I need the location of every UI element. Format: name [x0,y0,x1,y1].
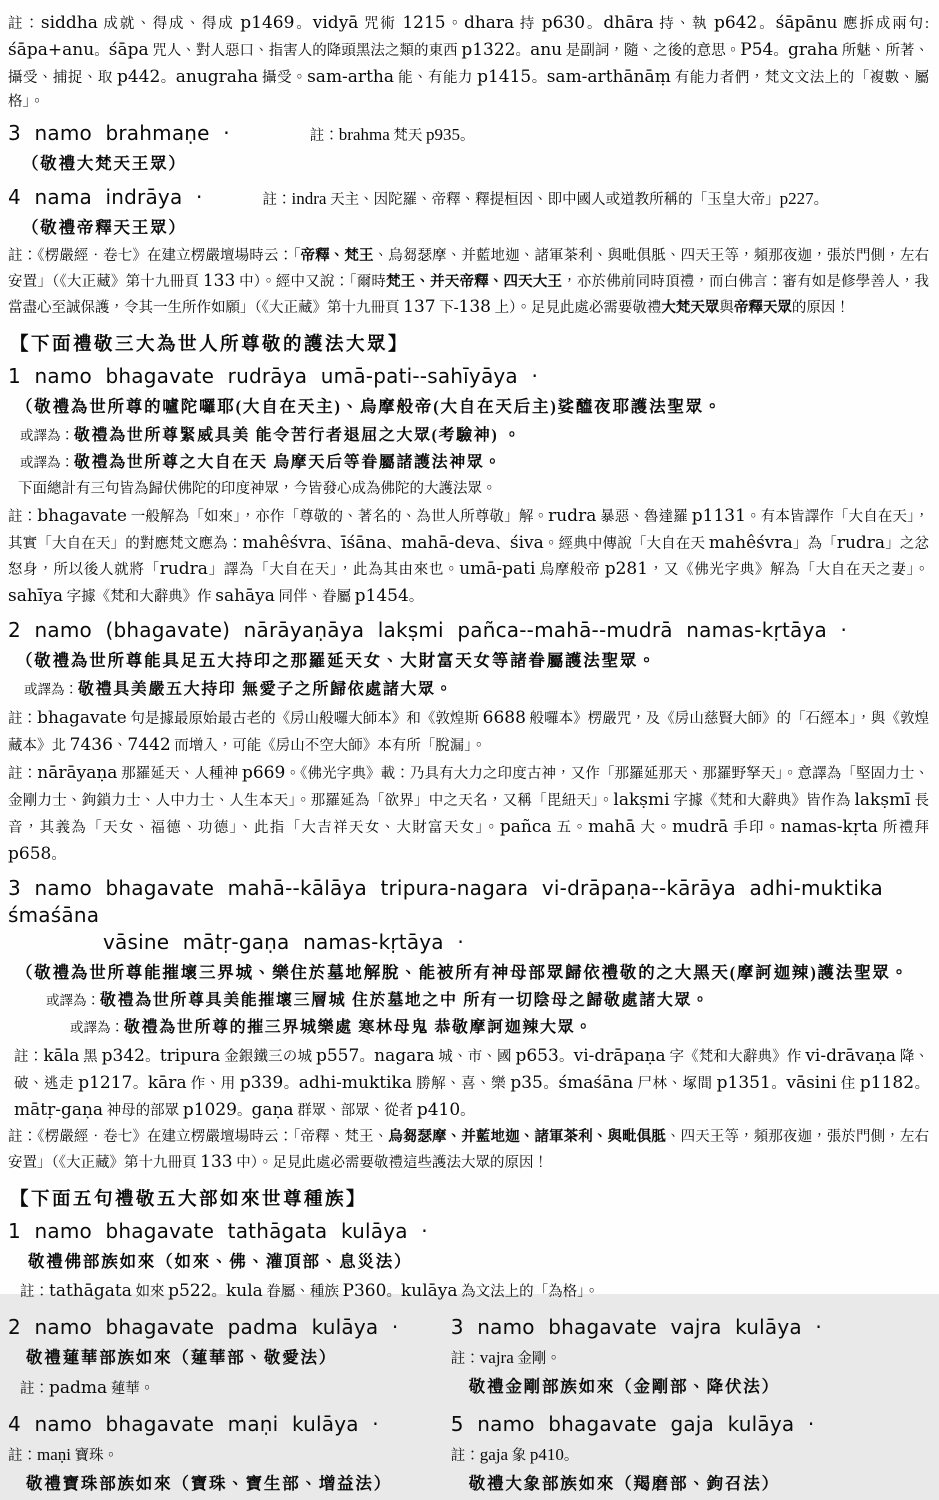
sanskrit-entry [451,1411,929,1467]
alt-text: 敬禮為世所尊具美能摧壞三層城 住於墓地之中 所有一切陰母之歸敬處諸大眾。 [100,992,710,1010]
sanskrit-term: p557 [315,1046,360,1067]
sanskrit-text: 3 namo bhagavate vajra kulāya · [450,1315,822,1340]
sanskrit-term: kulāya [400,1281,458,1302]
translation-line: （敬禮帝釋天王眾） [22,218,187,238]
alt-text: 敬禮為世所尊之大自在天 烏摩天后等眷屬諸護法神眾。 [74,453,503,471]
sanskrit-entry [451,1314,929,1370]
sanskrit-term: vāsini [786,1073,837,1094]
sanskrit-term: 6688 [482,707,526,728]
sanskrit-term: p522 [168,1281,212,1302]
sanskrit-term: adhi-muktika [298,1073,412,1094]
bold-text: 烏芻瑟摩、并藍地迦、諸軍茶利、與毗俱胝 [388,1129,666,1145]
sanskrit-text: 3 namo brahmaṇe · [8,121,230,146]
inline-note: 註：vajra 金剛。 [450,1348,561,1368]
alt-text: 敬禮為世所尊緊威具美 能令苦行者退屈之大眾(考驗神) 。 [74,426,522,444]
sanskrit-term: graha [787,39,839,60]
sanskrit-term: kāra [147,1073,187,1094]
sanskrit-term: p1217 [78,1073,133,1094]
sanskrit-term: nārāyaṇa [37,763,118,784]
sanskrit-text: 3 namo bhagavate mahā--kālāya tripura-nagara vi-drāpaṇa--kārāya adhi-muktika śmaśāna [8,875,883,927]
inline-note: 註：maṇi 寶珠。 [8,1444,119,1464]
sanskrit-term: 133 [200,1151,233,1172]
two-column-row [8,1404,929,1500]
sanskrit-term: p1182 [859,1073,915,1094]
sanskrit-term: sahāya [215,586,275,607]
sanskrit-term: p669 [241,763,286,784]
sanskrit-entry [8,1411,451,1467]
bold-text: 梵王、并天帝釋、四天大王 [386,273,563,290]
sanskrit-term: mahā-deva [401,532,496,553]
sanskrit-term: śāpānu [775,13,838,33]
alt-label: 或譯為： [20,454,74,470]
sanskrit-term: 1215 [402,13,446,33]
sanskrit-term: p281 [604,559,649,580]
sanskrit-term: rudra [548,505,597,526]
sanskrit-term: 7436 [69,734,113,755]
sanskrit-entry [8,1218,929,1245]
sanskrit-term: sam-artha [307,66,394,87]
sanskrit-term: śmaśāna [558,1073,634,1094]
sanskrit-term: sam-arthānāṃ [546,66,671,87]
sanskrit-term: 7442 [127,734,171,755]
sanskrit-text: 1 namo bhagavate tathāgata kulāya · [8,1218,428,1243]
sanskrit-term: vi-drāpaṇa [573,1046,666,1067]
column [8,1404,451,1500]
sanskrit-text: 2 namo (bhagavate) nārāyaṇāya lakṣmi pañca--mahā--mudrā namas-kṛtāya · [8,618,848,643]
sanskrit-term: śāpa [108,39,149,60]
sanskrit-term: vidyā [312,13,359,33]
sanskrit-term: pañca [499,817,552,838]
alt-translation-line [70,1016,929,1040]
translation-line: 敬禮大象部族如來（羯磨部、鉤召法） [468,1473,780,1493]
sanskrit-term: p658 [8,844,52,864]
alt-translation-line [46,989,929,1013]
sanskrit-term: bhagavate [37,505,127,526]
sanskrit-term: 138 [458,297,491,318]
sanskrit-term: mātṛ-gaṇa [14,1100,104,1121]
sanskrit-term: gaja [479,1444,509,1464]
sanskrit-term: lakṣmi [613,790,670,811]
sanskrit-text: 4 namo bhagavate maṇi kulāya · [8,1411,379,1436]
sanskrit-term: mahêśvra [242,532,327,553]
translation-line: （敬禮為世所尊的嚧陀囉耶(大自在天主)、烏摩般帝(大自在天后主)娑醯夜耶護法聖眾。 [16,397,723,417]
sanskrit-entry [8,875,929,956]
sanskrit-entry [8,1314,451,1341]
translation-line: 敬禮寶珠部族如來（寶珠、寶生部、增益法） [26,1473,392,1493]
sanskrit-term: dhāra [603,13,654,33]
note-paragraph: 註：nārāyaṇa 那羅延天、人種神 p669。《佛光字典》載：乃具有大力之印度古神，又作「那羅延那天、那羅野拏天」。意譯為「堅固力士、金剛力士、鉤鎖力士、人中力士、人生本天」。那羅延為「欲界」中之天名，又稱「毘紐天」。lakṣmi 字據《梵和大辭典》皆作為 lakṣmī 長音，其義為「天女、福德、功德」、此指「大吉祥天女、大財富天女」。pañca 五。mahā 大。mudrā 手印。namas-kṛta 所禮拜 p658。 [8,763,930,864]
bold-text: 帝釋、梵王 [300,247,374,264]
sanskrit-term: lakṣmī [854,790,911,811]
sanskrit-term: rudra [836,532,886,553]
sanskrit-term: maṇi [37,1444,71,1464]
sanskrit-term: p1322 [461,39,516,60]
sanskrit-term: gaṇa [251,1100,294,1121]
sanskrit-entry [8,617,929,644]
sanskrit-term: p342 [101,1046,145,1067]
sanskrit-term: p339 [239,1073,284,1094]
sanskrit-term: p1454 [354,586,409,607]
inline-note: 註：indra 天主、因陀羅、帝釋、釋提桓因、即中國人或道教所稱的「玉皇大帝」p227。 [262,189,829,209]
section-header: 【下面五句禮敬五大部如來世尊種族】 [10,1189,368,1210]
sanskrit-term: p935 [426,125,461,145]
sanskrit-term: p642 [713,13,758,33]
sanskrit-term: p1415 [477,66,532,87]
sanskrit-term: sahīya [8,586,63,607]
sanskrit-term: anu [530,39,563,60]
sanskrit-term: p410 [416,1100,461,1121]
inline-note: 註：brahma 梵天 p935。 [309,125,475,145]
alt-translation-line [24,678,929,702]
translation-line: （敬禮為世所尊能具足五大持印之那羅延天女、大財富天女等諸眷屬護法聖眾。 [16,651,657,671]
translation-line: （敬禮大梵天王眾） [22,154,187,174]
sanskrit-term: rudra [159,559,208,580]
sanskrit-term: mahā [588,817,636,838]
note-paragraph: 註：siddha 成就、得成、得成 p1469。vidyā 咒術 1215。dhara 持 p630。dhāra 持、執 p642。śāpānu 應拆成兩句: śāpa+anu。śāpa 咒人、對人惡口、指害人的降頭黑法之類的東西 p1322。anu 是副詞，隨、之後的意思。P54。graha 所魅、所著、攝受、捕捉、取 p442。anugraha 攝受。sam-artha 能、有能力 p1415。sam-arthānāṃ 有能力者們，梵文文法上的「複數、屬格」。 [8,13,930,110]
sanskrit-term: śiva [509,532,544,553]
sanskrit-term: śāpa+anu [8,39,95,60]
sanskrit-term: dhara [463,13,515,33]
alt-label: 或譯為： [70,1020,124,1036]
note-paragraph: 下面總計有三句皆為歸伏佛陀的印度神眾，今皆發心成為佛陀的大護法眾。 [18,480,497,497]
sanskrit-term: p1469 [240,13,295,33]
note-paragraph: 註：《楞嚴經‧卷七》在建立楞嚴壇場時云：「帝釋、梵王、烏芻瑟摩、并藍地迦、諸軍茶利、與毗俱胝、四天王等，頻那夜迦，張於門側，左右安置」（《大正藏》第十九冊頁 133 中）。經中又說：「爾時梵王、并天帝釋、四天大王，亦於佛前同時頂禮，而白佛言：審有如是修學善人，我當盡心至誠保護，令其一生所作如願」（《大正藏》第十九冊頁 137 下-138 上）。足見此處必需要敬禮大梵天眾與帝釋天眾的原因！ [8,247,930,318]
sanskrit-term: p442 [116,66,161,87]
sanskrit-term: brahma [338,125,390,145]
sanskrit-term: p410 [529,1444,564,1464]
sanskrit-term: kula [225,1281,263,1302]
section-header: 【下面禮敬三大為世人所尊敬的護法大眾】 [10,335,410,356]
alt-label: 或譯為： [20,427,74,443]
sanskrit-term: tripura [159,1046,221,1067]
sanskrit-term: īśāna [341,532,387,553]
sanskrit-term: p227 [779,189,814,209]
alt-translation-line [20,424,929,448]
sanskrit-term: p630 [541,13,586,33]
sanskrit-text: 4 nama indrāya · [8,185,203,210]
sanskrit-term: p1131 [691,505,746,526]
sanskrit-term: 137 [403,297,436,318]
alt-text: 敬禮具美嚴五大持印 無愛子之所歸依處諸大眾。 [78,680,454,698]
sanskrit-term: vajra [479,1348,514,1368]
sanskrit-term: mahêśvra [708,532,793,553]
note-paragraph: 註：padma 蓮華。 [20,1377,155,1398]
sanskrit-text: vāsine mātṛ-gaṇa namas-kṛtāya · [103,929,464,954]
sanskrit-entry [8,184,929,211]
sanskrit-term: umā-pati [459,559,536,580]
sanskrit-term: anugraha [175,66,259,87]
sanskrit-entry [8,120,929,147]
translation-line: 敬禮蓮華部族如來（蓮華部、敬愛法） [26,1348,338,1368]
note-paragraph: 註：bhagavate 句是據最原始最古老的《房山般囉大師本》和《敦煌斯 6688 般囉本》楞嚴咒，及《房山慈賢大師》的「石經本」，與《敦煌藏本》北 7436、7442 而增入，可能《房山不空大師》本有所「脫漏」。 [8,707,930,755]
sanskrit-term: siddha [40,13,98,33]
note-paragraph: 註：bhagavate 一般解為「如來」，亦作「尊敬的、著名的、為世人所尊敬」解。rudra 暴惡、魯達羅 p1131。有本皆譯作「大自在天」，其實「大自在天」的對應梵文應為：mahêśvra、īśāna、mahā-deva、śiva。經典中傳說「大自在天 mahêśvra」為「rudra」之忿怒身，所以後人就將「rudra」譯為「大自在天」，此為其由來也。umā-pati 烏摩般帝 p281，又《佛光字典》解為「大自在天之妻」。sahīya 字據《梵和大辭典》作 sahāya 同伴、眷屬 p1454。 [8,505,930,607]
sanskrit-term: bhagavate [37,707,127,728]
two-column-row [8,1307,929,1404]
translation-line: 敬禮佛部族如來（如來、佛、灌頂部、息災法） [28,1251,413,1271]
alt-label: 或譯為： [46,993,100,1009]
alt-translation-line [20,451,929,475]
sanskrit-term: vi-drāvaṇa [805,1046,897,1067]
inline-note: 註：gaja 象 p410。 [450,1444,579,1464]
sanskrit-term: p35 [510,1073,543,1094]
bold-text: 帝釋天眾 [733,300,792,317]
sanskrit-term: P360 [342,1281,387,1302]
sanskrit-term: nagara [374,1046,435,1067]
note-paragraph: 註：kāla 黑 p342。tripura 金銀鐵三の城 p557。nagara 城、市、國 p653。vi-drāpaṇa 字《梵和大辭典》作 vi-drāvaṇa 降、破、逃走 p1217。kāra 作、用 p339。adhi-muktika 勝解、喜、樂 p35。śmaśāna 尸林、塚間 p1351。vāsini 住 p1182。mātṛ-gaṇa 神母的部眾 p1029。gaṇa 群眾、部眾、從者 p410。 [14,1046,930,1121]
translation-line: （敬禮為世所尊能摧壞三界城、樂住於墓地解脫、能被所有神母部眾歸依禮敬的之大黑天(摩訶迦辣)護法聖眾。 [16,962,909,982]
sanskrit-text: 2 namo bhagavate padma kulāya · [8,1315,399,1340]
note-paragraph: 註：tathāgata 如來 p522。kula 眷屬、種族 P360。kulāya 為文法上的「為格」。 [20,1281,599,1302]
sanskrit-entry [8,363,929,390]
sanskrit-term: kāla [43,1046,80,1067]
sanskrit-term: indra [291,189,327,209]
bold-text: 大梵天眾 [661,300,720,317]
note-paragraph: 註：《楞嚴經‧卷七》在建立楞嚴壇場時云：「帝釋、梵王、烏芻瑟摩、并藍地迦、諸軍茶利、與毗俱胝、四天王等，頻那夜迦，張於門側，左右安置」（《大正藏》第十九冊頁 133 中）。足見此處必需要敬禮這些護法大眾的原因！ [8,1129,930,1172]
sanskrit-term: p1351 [716,1073,771,1094]
column [451,1307,929,1404]
sanskrit-text: 1 namo bhagavate rudrāya umā-pati--sahīyāya · [8,364,539,389]
sanskrit-term: mudrā [672,817,729,838]
sanskrit-term: p653 [515,1046,559,1067]
sanskrit-text: 5 namo bhagavate gaja kulāya · [450,1411,815,1436]
alt-text: 敬禮為世所尊的摧三界城樂處 寒林母鬼 恭敬摩訶迦辣大眾。 [124,1019,593,1037]
sanskrit-term: padma [49,1377,108,1398]
sanskrit-term: p1029 [182,1100,237,1121]
sanskrit-term: 133 [202,270,236,291]
column [451,1404,929,1500]
alt-label: 或譯為： [24,681,78,697]
translation-line: 敬禮金剛部族如來（金剛部、降伏法） [468,1377,780,1397]
sanskrit-term: namas-kṛta [780,817,878,838]
column [8,1307,451,1403]
sanskrit-term: P54 [740,39,774,60]
sanskrit-term: tathāgata [49,1281,132,1302]
